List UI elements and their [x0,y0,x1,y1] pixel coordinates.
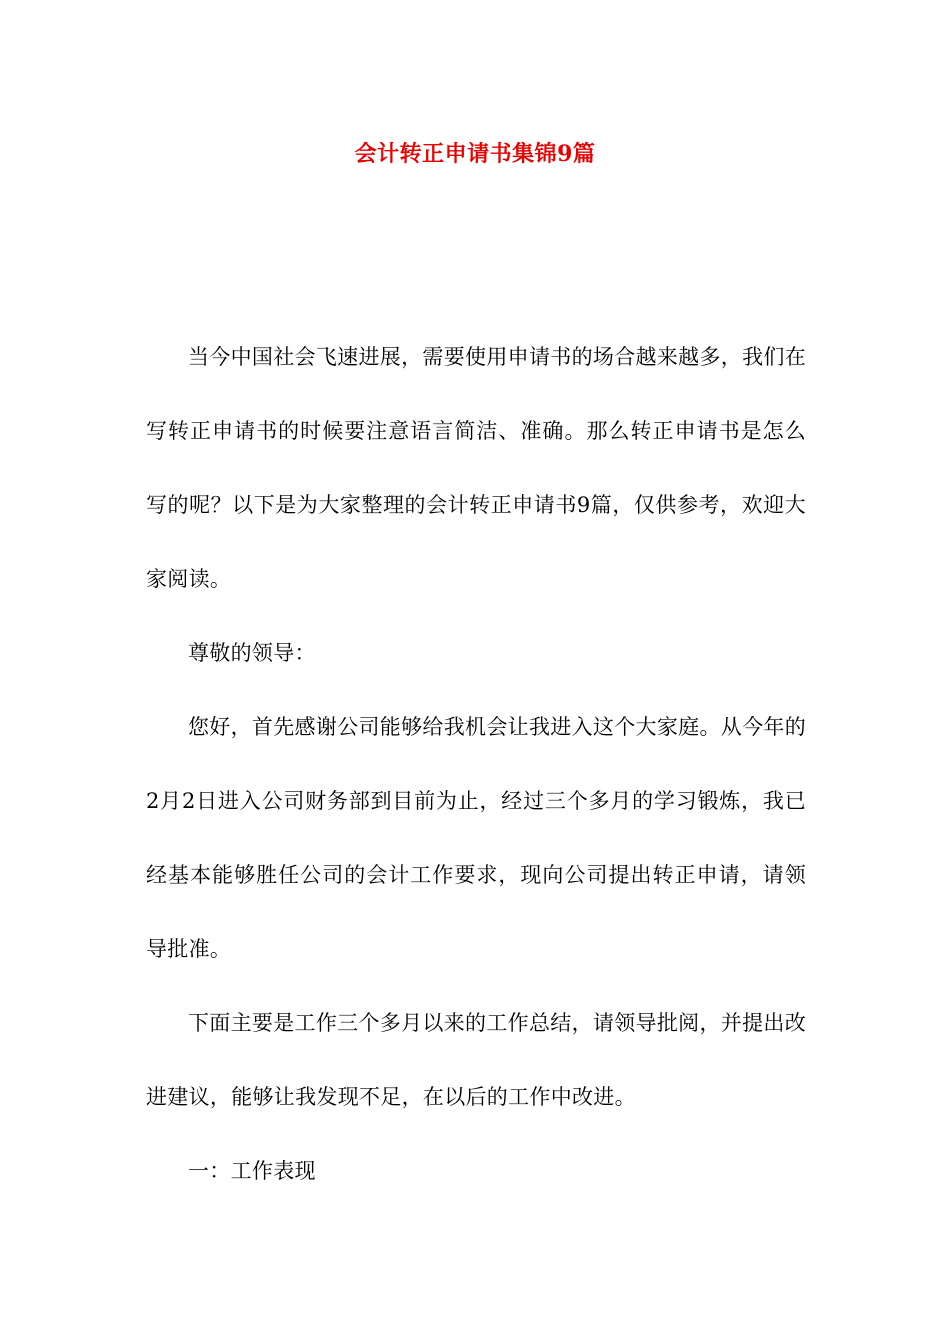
body-paragraph: 您好，首先感谢公司能够给我机会让我进入这个大家庭。从今年的2月2日进入公司财务部到目前为止，经过三个多月的学习锻炼，我已经基本能够胜任公司的会计工作要求，现向公司提出转正申请，请领导批准。 [146,715,806,961]
section-heading: 一：工作表现 [188,1159,316,1183]
body-paragraph: 下面主要是工作三个多月以来的工作总结，请领导批阅，并提出改进建议，能够让我发现不足，在以后的工作中改进。 [146,1011,806,1109]
document-title: 会计转正申请书集锦9篇 [354,141,596,167]
salutation: 尊敬的领导： [188,641,316,665]
document-body [146,320,806,1208]
body-paragraph: 当今中国社会飞速进展，需要使用申请书的场合越来越多，我们在写转正申请书的时候要注意语言简洁、准确。那么转正申请书是怎么写的呢？以下是为大家整理的会计转正申请书9篇，仅供参考，欢迎大家阅读。 [146,345,806,591]
